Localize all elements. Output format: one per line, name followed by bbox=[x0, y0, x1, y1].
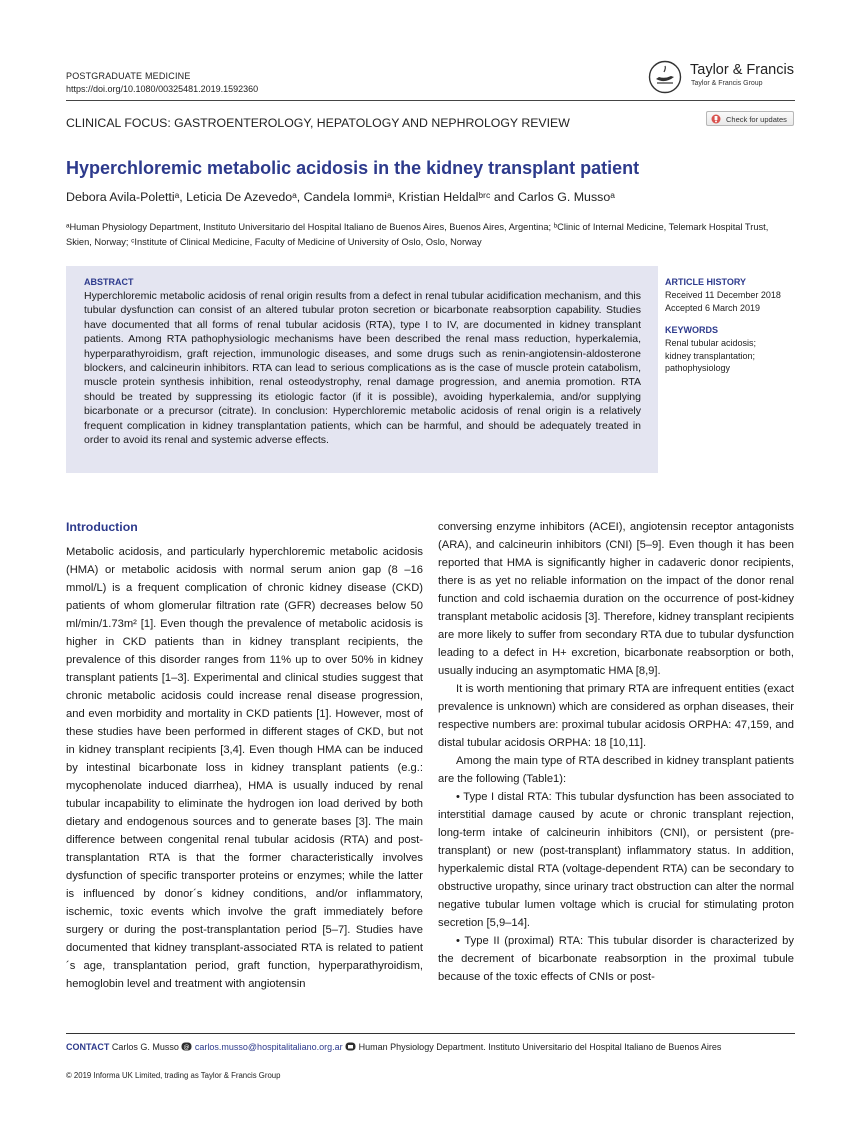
paragraph: Metabolic acidosis, and particularly hyperchloremic metabolic acidosis (HMA) or metabolic acidosis with normal serum anion gap (8 –16 mmol/L) is a frequent complication of chronic kidney disease (CKD) patients of whom glomerular filtration rate (GFR) decreases below 50 ml/min/1.73m² [1]. Even though the prevalence of metabolic acidosis is higher in CKD patients than in kidney transplant recipients, the prevalence of this disorder ranges from 11% up to over 50% in kidney transplant patients [1–3]. Experimental and clinical studies suggest that chronic metabolic acidosis could increase renal disease progression, and even morbidity and mortality in CKD patients [1]. However, most of these studies have been performed in different stages of CKD, but not in kidney transplant recipients [3,4]. Even though HMA can be induced by intestinal bicarbonate loss in kidney transplant patients (e.g.: mycophenolate induced diarrhea), HMA is usually induced by renal tubular incapability to eliminate the hydrogen ion load derived by both dietary and endogenous sources and to generate bases [3]. The main difference between congenital renal tubular acidosis (RTA) and post-transplantation RTA is that the former characteristically involves dysfunction of specific transporter proteins or enzymes; while the latter is influenced by donor´s kidney conditions, and/or inflammatory, ischemic, toxic events which involve the graft immediately before surgery or during the post-transplantation period [5–7]. Studies have documented that kidney transplant-associated RTA is related to patient´s age, transplantation period, graft function, hyperparathyroidism, hemoglobin level and treatment with angiotensin bbox=[66, 546, 423, 990]
address-icon bbox=[345, 1042, 356, 1051]
article-title: Hyperchloremic metabolic acidosis in the kidney transplant patient bbox=[66, 158, 640, 178]
contact-email-link[interactable]: carlos.musso@hospitalitaliano.org.ar bbox=[194, 1042, 343, 1052]
contact-name: Carlos G. Musso bbox=[111, 1042, 179, 1052]
publisher-logo[interactable] bbox=[648, 60, 798, 94]
keyword-item: kidney transplantation; bbox=[665, 350, 756, 361]
publisher-lamp-icon bbox=[648, 60, 682, 94]
paragraph: Among the main type of RTA described in kidney transplant patients are the following (Table1): bbox=[438, 755, 794, 785]
contact-label: CONTACT bbox=[66, 1042, 110, 1052]
check-updates-icon bbox=[711, 114, 721, 124]
keyword-item: pathophysiology bbox=[665, 363, 731, 374]
body-column-left bbox=[66, 543, 423, 993]
article-history-heading: ARTICLE HISTORY bbox=[665, 277, 747, 287]
paragraph: conversing enzyme inhibitors (ACEI), angiotensin receptor antagonists (ARA), and calcineurin inhibitors (CNI) [5–9]. Even though it has been reported that HMA is significantly higher in cadaveric donor recipients, there is as yet no reliable information on the impact of the donor renal function and cold ischaemia duration on the occurrence of post-kidney transplant metabolic acidosis [3]. Therefore, kidney transplant recipients are more likely to suffer from secondary RTA due to tubular dysfunction leading to a defect in H+ excretion, bicarbonate reabsorption or both, usually inducing an asymptomatic HMA [8,9]. bbox=[438, 521, 794, 677]
publisher-name: Taylor & Francis bbox=[690, 62, 794, 78]
keyword-item: Renal tubular acidosis; bbox=[665, 337, 757, 348]
bullet-paragraph: • Type I distal RTA: This tubular dysfunction has been associated to interstitial damage caused by acute or chronic transplant rejection, long-term intake of calcineurin inhibitors (CNI), or persistent (pre-transplant) or new (post-transplant) inflammatory status. In addition, hyperkalemic distal RTA (voltage-dependent RTA) can be secondary to obstructive uropathy, since urinary tract obstruction can alter the normal negative tubular lumen voltage which is crucial for stimulating proton secretion [5,9–14]. bbox=[438, 791, 794, 929]
check-updates-button[interactable] bbox=[706, 111, 794, 126]
body-column-right bbox=[438, 518, 794, 986]
email-icon bbox=[181, 1042, 192, 1051]
keywords bbox=[665, 324, 805, 375]
journal-name: POSTGRADUATE MEDICINE bbox=[66, 71, 191, 81]
keywords-heading: KEYWORDS bbox=[665, 325, 719, 335]
author-list: Debora Avila-Polettiᵃ, Leticia De Azevedoᵃ, Candela Iommiᵃ, Kristian Heldalᵇʳᶜ and Carlos G. Mussoᵃ bbox=[66, 190, 615, 204]
affiliations: ᵃHuman Physiology Department, Instituto Universitario del Hospital Italiano de Buenos Aires, Buenos Aires, Argentina; ᵇClinic of Internal Medicine, Telemark Hospital Trust, Skien, Norway; ᶜInstitute of Clinical Medicine, Faculty of Medicine of University of Oslo, Oslo, Norway bbox=[66, 222, 769, 247]
abstract-text: Hyperchloremic metabolic acidosis of renal origin results from a defect in renal tubular acidification mechanism, and this tubular dysfunction can consist of an altered tubular proton secretion or bicarbonate reabsorption capability. Studies have documented that all forms of renal tubular acidosis (RTA), type I to IV, are documented in kidney transplant patients. Among RTA pathophysiologic mechanisms have been described the renal mass reduction, hyperkalemia, hyperparathyroidism, graft rejection, immunologic diseases, and some drugs such as renin-angiotensin-aldosterone blockers, and calcineurin inhibitors. RTA can lead to serious complications as is the case of muscle protein catabolism, muscle protein synthesis inhibition, renal osteodystrophy, renal damage progression, and anemia promotion. RTA should be treated by suppressing its etiologic factor (if it is possible), avoiding hyperkalemia, and/or supplying bicarbonate or a precursor (citrate). In conclusion: Hyperchloremic metabolic acidosis of renal origin is a relatively frequent complication in kidney transplantation patients, which can be harmful, and should be adequately treated in order to avoid its renal and systemic adverse effects. bbox=[84, 290, 641, 447]
copyright-notice: © 2019 Informa UK Limited, trading as Taylor & Francis Group bbox=[66, 1071, 281, 1080]
abstract-heading: ABSTRACT bbox=[84, 277, 134, 287]
header-divider bbox=[66, 100, 795, 101]
contact-info bbox=[66, 1041, 796, 1054]
doi-link[interactable]: https://doi.org/10.1080/00325481.2019.1592360 bbox=[66, 84, 259, 94]
section-heading-introduction: Introduction bbox=[66, 520, 138, 534]
check-updates-label: Check for updates bbox=[726, 115, 787, 124]
bullet-paragraph: • Type II (proximal) RTA: This tubular disorder is characterized by the decrement of bicarbonate reabsorption in the proximal tubule because of the toxic effects of CNIs or post- bbox=[438, 935, 794, 983]
journal-header bbox=[66, 70, 258, 96]
article-history bbox=[665, 276, 805, 314]
footer-divider bbox=[66, 1033, 795, 1034]
svg-text:@: @ bbox=[183, 1043, 190, 1051]
contact-address: Human Physiology Department. Instituto Universitario del Hospital Italiano de Buenos Aires bbox=[358, 1042, 722, 1052]
article-category: CLINICAL FOCUS: GASTROENTEROLOGY, HEPATOLOGY AND NEPHROLOGY REVIEW bbox=[66, 116, 570, 130]
paragraph: It is worth mentioning that primary RTA are infrequent entities (exact prevalence is unknown) which are considered as orphan diseases, their respective numbers are: proximal tubular acidosis ORPHA: 47,159, and distal tubular acidosis ORPHA: 18 [10,11]. bbox=[438, 683, 794, 749]
received-date: Received 11 December 2018 bbox=[665, 289, 781, 300]
publisher-group: Taylor & Francis Group bbox=[691, 80, 763, 87]
accepted-date: Accepted 6 March 2019 bbox=[665, 302, 761, 313]
